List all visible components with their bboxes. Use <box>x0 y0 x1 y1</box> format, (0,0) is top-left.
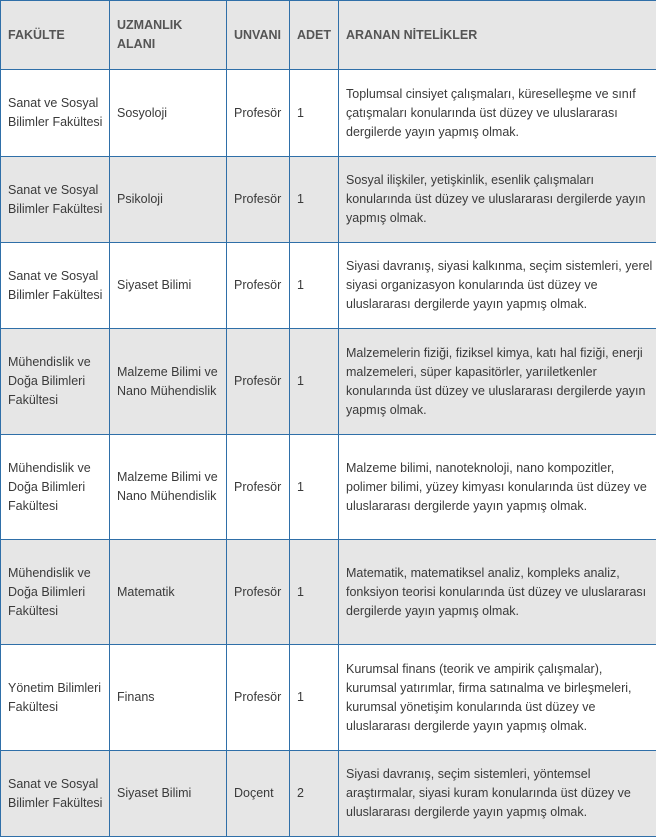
cell-specialty: Finans <box>110 645 227 751</box>
cell-count: 1 <box>290 329 339 435</box>
cell-faculty: Mühendislik ve Doğa Bilimleri Fakültesi <box>1 329 110 435</box>
cell-faculty: Sanat ve Sosyal Bilimler Fakültesi <box>1 70 110 157</box>
table-row <box>1 243 656 329</box>
cell-qualifications: Sosyal ilişkiler, yetişkinlik, esenlik çalışmaları konularında üst düzey ve uluslararası dergilerde yayın yapmış olmak. <box>339 157 656 243</box>
cell-specialty: Siyaset Bilimi <box>110 243 227 329</box>
header-specialty: UZMANLIK ALANI <box>110 1 227 70</box>
table-row <box>1 435 656 540</box>
table-row <box>1 329 656 435</box>
cell-title: Profesör <box>227 645 290 751</box>
cell-qualifications: Kurumsal finans (teorik ve ampirik çalışmalar), kurumsal yatırımlar, firma satınalma ve birleşmeleri, kurumsal yönetişim konularında üst düzey ve uluslararası dergilerde yayın yapmış olmak. <box>339 645 656 751</box>
cell-count: 1 <box>290 70 339 157</box>
cell-specialty: Malzeme Bilimi ve Nano Mühendislik <box>110 435 227 540</box>
cell-faculty: Sanat ve Sosyal Bilimler Fakültesi <box>1 751 110 837</box>
cell-faculty: Mühendislik ve Doğa Bilimleri Fakültesi <box>1 435 110 540</box>
cell-qualifications: Siyasi davranış, siyasi kalkınma, seçim sistemleri, yerel siyasi organizasyon konularında üst düzey ve uluslararası dergilerde yayın yapmış olmak. <box>339 243 656 329</box>
header-qualifications: ARANAN NİTELİKLER <box>339 1 656 70</box>
cell-title: Profesör <box>227 157 290 243</box>
header-faculty: FAKÜLTE <box>1 1 110 70</box>
table-row <box>1 70 656 157</box>
cell-title: Profesör <box>227 435 290 540</box>
cell-specialty: Siyaset Bilimi <box>110 751 227 837</box>
table-row <box>1 751 656 837</box>
cell-count: 1 <box>290 540 339 645</box>
cell-faculty: Mühendislik ve Doğa Bilimleri Fakültesi <box>1 540 110 645</box>
table-row <box>1 157 656 243</box>
cell-qualifications: Toplumsal cinsiyet çalışmaları, küreselleşme ve sınıf çatışmaları konularında üst düzey ve uluslararası dergilerde yayın yapmış olmak. <box>339 70 656 157</box>
cell-title: Doçent <box>227 751 290 837</box>
cell-specialty: Psikoloji <box>110 157 227 243</box>
cell-qualifications: Matematik, matematiksel analiz, kompleks analiz, fonksiyon teorisi konularında üst düzey ve uluslararası dergilerde yayın yapmış olmak. <box>339 540 656 645</box>
cell-count: 1 <box>290 157 339 243</box>
cell-title: Profesör <box>227 243 290 329</box>
cell-title: Profesör <box>227 540 290 645</box>
cell-faculty: Yönetim Bilimleri Fakültesi <box>1 645 110 751</box>
cell-faculty: Sanat ve Sosyal Bilimler Fakültesi <box>1 157 110 243</box>
header-title: UNVANI <box>227 1 290 70</box>
cell-count: 1 <box>290 435 339 540</box>
cell-specialty: Sosyoloji <box>110 70 227 157</box>
header-count: ADET <box>290 1 339 70</box>
cell-faculty: Sanat ve Sosyal Bilimler Fakültesi <box>1 243 110 329</box>
table-row <box>1 645 656 751</box>
cell-qualifications: Malzeme bilimi, nanoteknoloji, nano kompozitler, polimer bilimi, yüzey kimyası konularında üst düzey ve uluslararası dergilerde yayın yapmış olmak. <box>339 435 656 540</box>
cell-specialty: Malzeme Bilimi ve Nano Mühendislik <box>110 329 227 435</box>
cell-count: 1 <box>290 645 339 751</box>
cell-qualifications: Malzemelerin fiziği, fiziksel kimya, katı hal fiziği, enerji malzemeleri, süper kapasitörler, yarıiletkenler konularında üst düzey ve uluslararası dergilerde yayın yapmış olmak. <box>339 329 656 435</box>
cell-count: 1 <box>290 243 339 329</box>
header-row <box>1 1 656 70</box>
cell-title: Profesör <box>227 70 290 157</box>
cell-title: Profesör <box>227 329 290 435</box>
cell-specialty: Matematik <box>110 540 227 645</box>
table-row <box>1 540 656 645</box>
cell-qualifications: Siyasi davranış, seçim sistemleri, yöntemsel araştırmalar, siyasi kuram konularında üst düzey ve uluslararası dergilerde yayın yapmış olmak. <box>339 751 656 837</box>
cell-count: 2 <box>290 751 339 837</box>
